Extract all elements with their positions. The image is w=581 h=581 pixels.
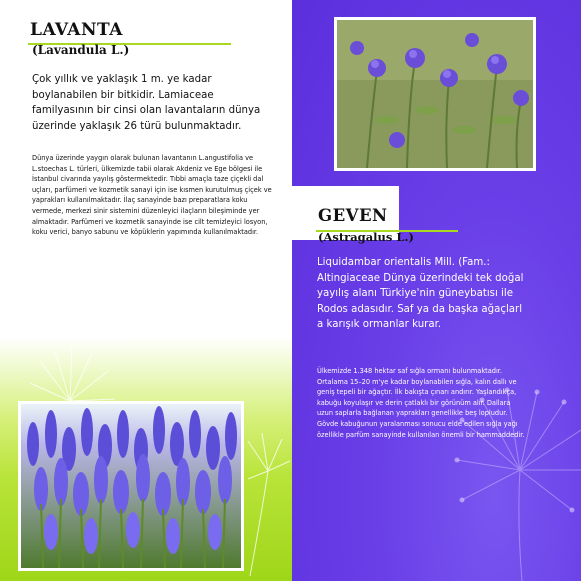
lavender-photo [18,401,244,571]
geven-lead-paragraph: Liquidambar orientalis Mill. (Fam.: Altingiaceae Dünya üzerindeki tek doğal yayılış alanı Türkiye'nin güneybatısı ile Rodos adasıdır. Saf ya da başka ağaçlarl a karışık ormanlar kurar. [317,257,524,330]
astragalus-flowers-image [337,20,533,168]
lavanta-title: LAVANTA [30,20,123,40]
lavender-field-image [21,404,241,568]
geven-photo [334,17,536,171]
lavanta-body-paragraph: Dünya üzerinde yaygın olarak bulunan lavantanın L.angustifolia ve L.stoechas L. türleri, ülkemizde tabii olarak Akdeniz ve Ege bölgesi ile İstanbul civarında yayılış göstermektedir. Tıbbi amaçla taze çiçekli dal uçları, parfümeri ve kozmetik sanayi için ise kısmen kurutulmuş çiçek ve yaprakları kullanılmaktadır. İlaç sanayinde bazı preparatlara koku vermede, merkezi sinir sistemini düzenleyici ilaçların bileşiminde yer almaktadır. Parfümeri ve kozmetik sanayinde ise cilt temizleyici losyon, koku verici, banyo sabunu ve köpüklerin yapımında kullanılmaktadır. [32,154,272,237]
geven-latin-name: (Astragalus L.) [318,230,414,244]
lavanta-latin-name: (Lavandula L.) [32,43,130,57]
geven-title: GEVEN [318,206,388,225]
lavanta-lead-paragraph: Çok yıllık ve yaklaşık 1 m. ye kadar boylanabilen bir bitkidir. Lamiaceae familyasının bir cinsi olan lavantaların dünya üzerinde yaklaşık 26 türü bulunmaktadır. [32,74,261,132]
geven-body-paragraph: Ülkemizde 1.348 hektar saf sığla ormanı bulunmaktadır. Ortalama 15–20 m'ye kadar boylanabilen sığla, kalın dallı ve geniş tepeli bir ağaçtır. İlk bakışta çınarı andırır. Yaşlandıkça, kabuğu koyulaşır ve derin çatlaklı bir görünüm alır. Dallara uzun saplarla bağlanan yaprakları genellikle beş lopludur. Gövde kabuğunun yaralanması sonucu elde edilen sığla yağı özellikle parfüm sanayinde kullanılan önemli bir hammaddedir. [317,367,525,439]
